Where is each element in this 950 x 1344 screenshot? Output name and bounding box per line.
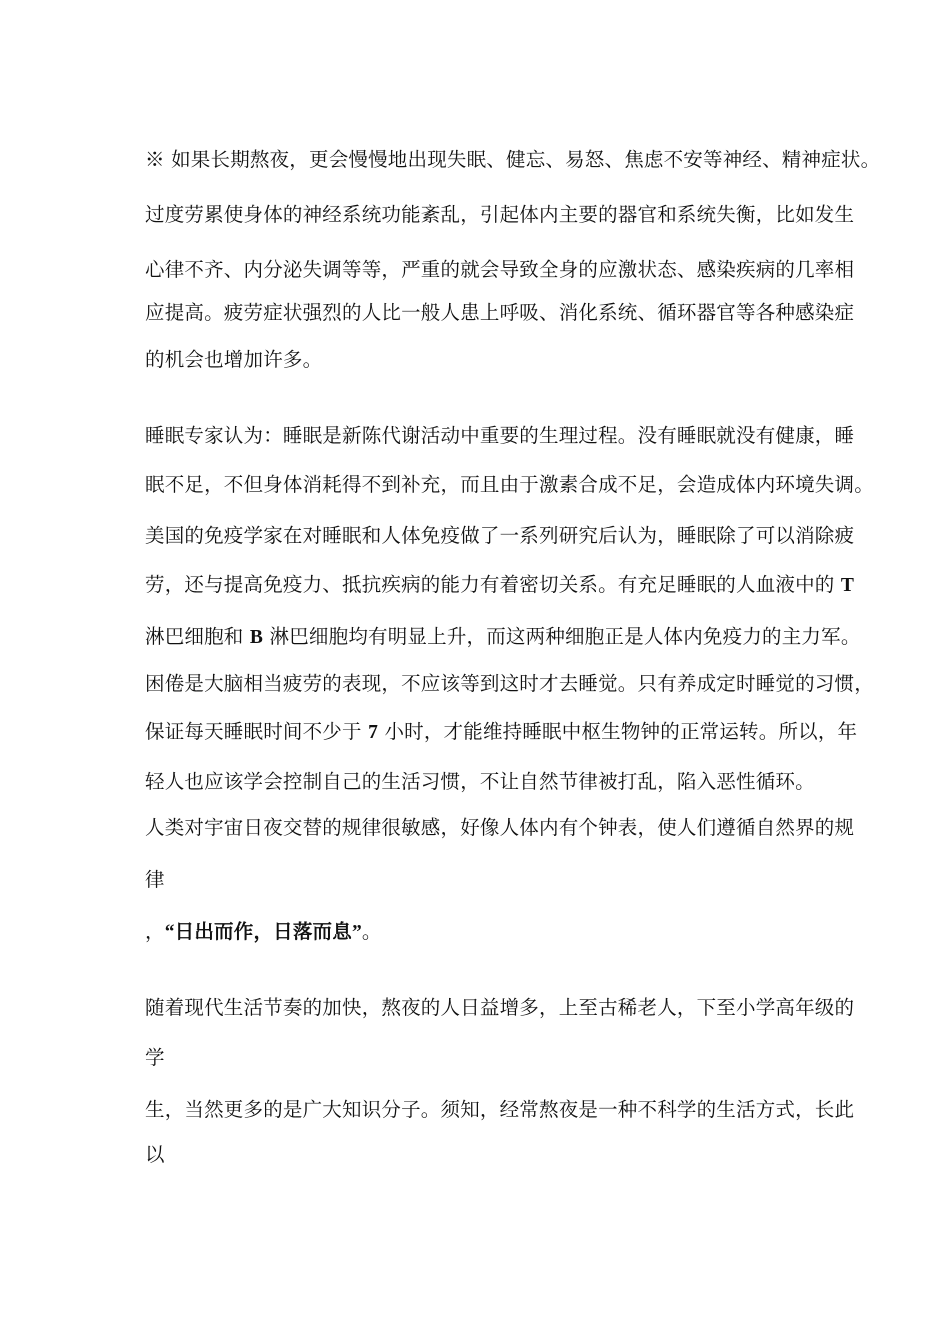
text-line (145, 623, 925, 652)
text-segment: 保证每天睡眠时间不少于 (145, 720, 369, 743)
text-segment: 淋巴细胞均有明显上升，而这两种细胞正是人体内免疫力的主力军。 (263, 625, 861, 648)
text-segment: 小时，才能维持睡眠中枢生物钟的正常运转。所以，年 (378, 720, 858, 743)
text-segment: 劳，还与提高免疫力、抵抗疾病的能力有着密切关系。有充足睡眠的人血液中的 (145, 573, 841, 596)
text-line: ※ 如果长期熬夜，更会慢慢地出现失眠、健忘、易怒、焦虑不安等神经、精神症状。 (145, 148, 881, 171)
text-line: 的机会也增加许多。 (145, 348, 323, 371)
text-line: 应提高。疲劳症状强烈的人比一般人患上呼吸、消化系统、循环器官等各种感染症 (145, 301, 855, 324)
text-line: 轻人也应该学会控制自己的生活习惯，不让自然节律被打乱，陷入恶性循环。 (145, 770, 815, 793)
text-segment: ， (145, 920, 165, 943)
text-segment: 淋巴细胞和 (145, 625, 250, 648)
text-line: 心律不齐、内分泌失调等等，严重的就会导致全身的应激状态、感染疾病的几率相 (145, 258, 855, 281)
text-line (145, 918, 925, 947)
text-line: 人类对宇宙日夜交替的规律很敏感，好像人体内有个钟表，使人们遵循自然界的规 (145, 816, 855, 839)
text-line: 眠不足，不但身体消耗得不到补充，而且由于激素合成不足，会造成体内环境失调。 (145, 473, 874, 496)
bold-number-7: 7 (368, 722, 379, 743)
bold-letter-b: B (249, 627, 264, 648)
text-segment: 。 (361, 920, 382, 943)
text-line: 睡眠专家认为：睡眠是新陈代谢活动中重要的生理过程。没有睡眠就没有健康，睡 (145, 424, 855, 447)
text-line: 生，当然更多的是广大知识分子。须知，经常熬夜是一种不科学的生活方式，长此 (145, 1098, 855, 1121)
text-line: 律 (145, 868, 165, 891)
text-line: 学 (145, 1046, 165, 1069)
text-line: 美国的免疫学家在对睡眠和人体免疫做了一系列研究后认为，睡眠除了可以消除疲 (145, 524, 855, 547)
text-line: 随着现代生活节奏的加快，熬夜的人日益增多，上至古稀老人，下至小学高年级的 (145, 996, 855, 1019)
text-line: 过度劳累使身体的神经系统功能紊乱，引起体内主要的器官和系统失衡，比如发生 (145, 203, 855, 226)
text-line (145, 718, 925, 747)
text-line: 困倦是大脑相当疲劳的表现，不应该等到这时才去睡觉。只有养成定时睡觉的习惯， (145, 672, 874, 695)
text-line: 以 (145, 1143, 165, 1166)
bold-letter-t: T (840, 575, 855, 596)
text-line (145, 571, 925, 600)
bold-quote: “日出而作，日落而息” (164, 922, 362, 943)
